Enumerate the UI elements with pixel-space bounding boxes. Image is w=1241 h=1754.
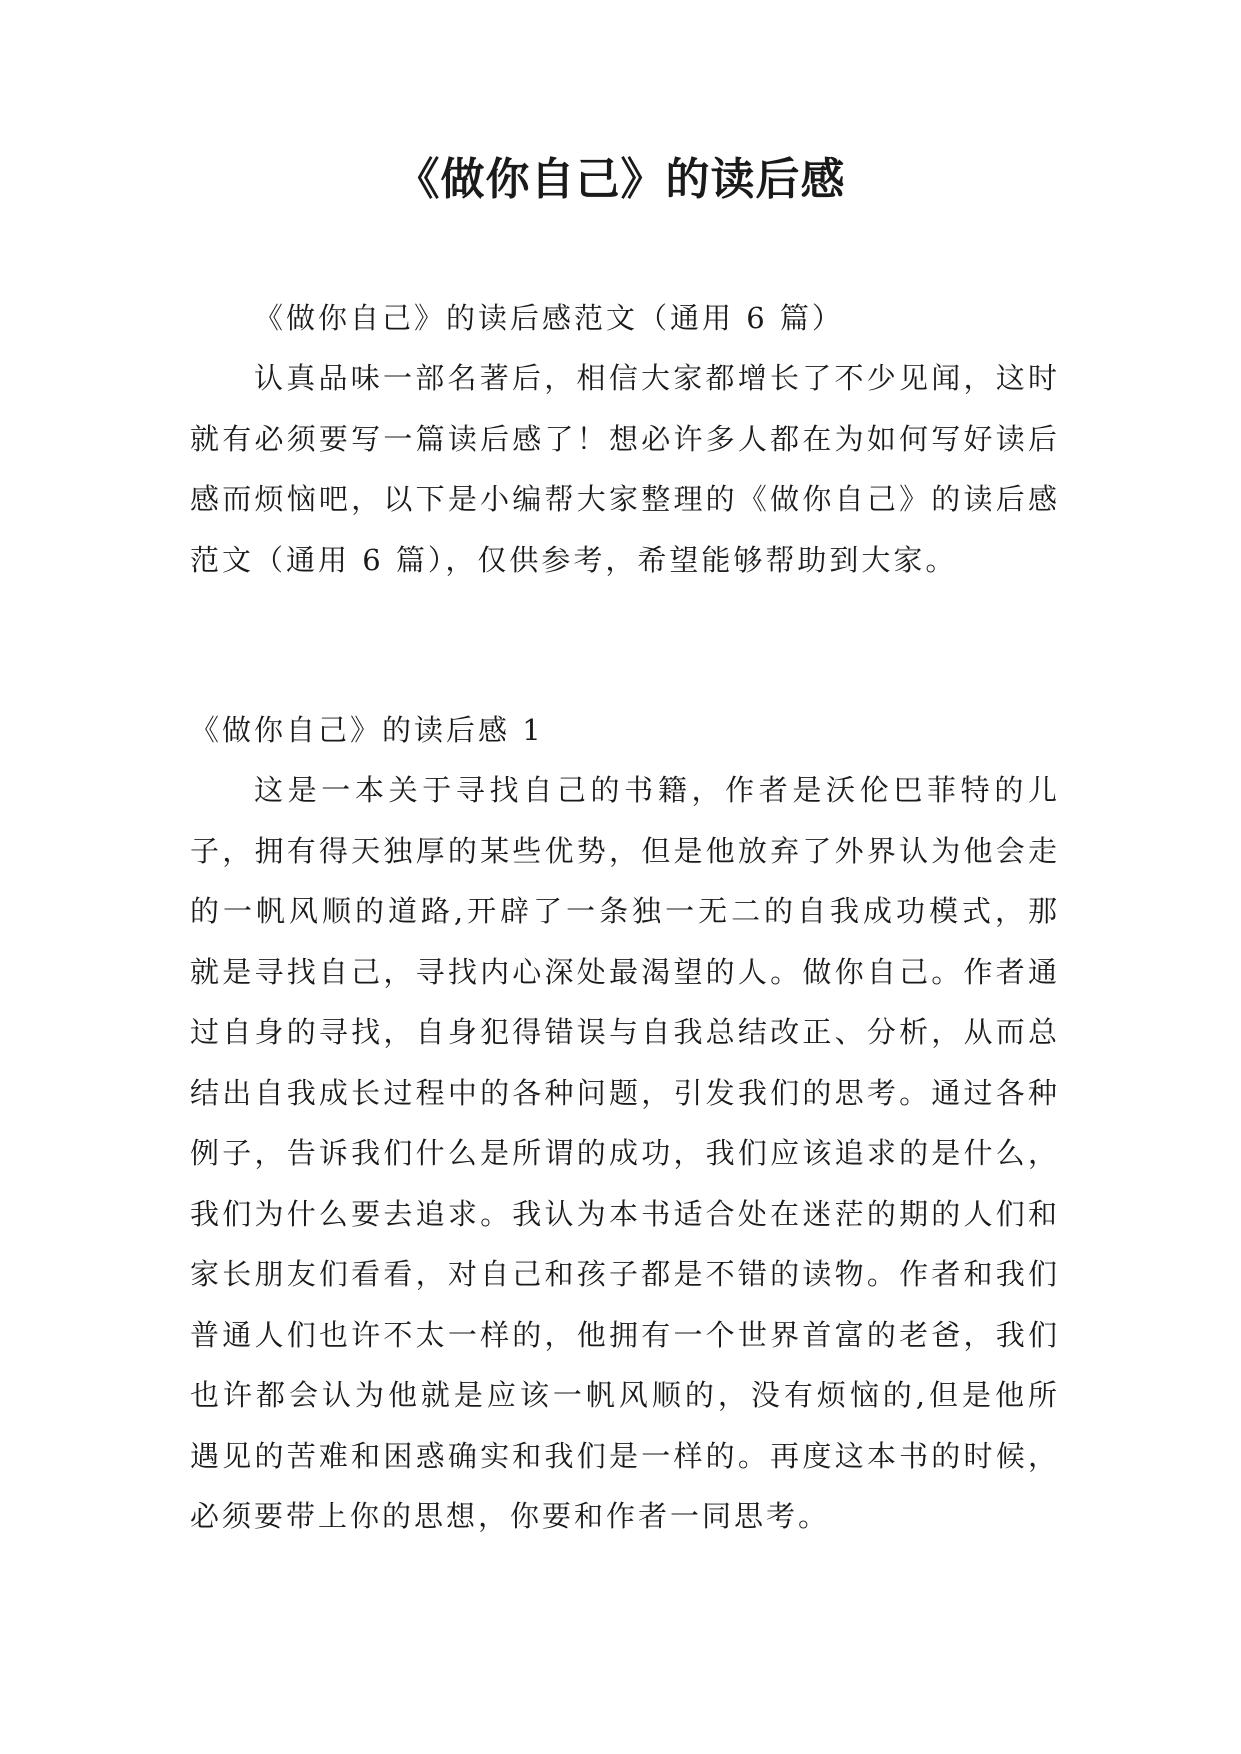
intro-paragraph: 认真品味一部名著后，相信大家都增长了不少见闻，这时就有必须要写一篇读后感了！想必许多人都在为如何写好读后感而烦恼吧，以下是小编帮大家整理的《做你自己》的读后感范文（通用 6 篇），仅供参考，希望能够帮助到大家。 [190,361,1060,577]
document-subtitle: 《做你自己》的读后感范文（通用 6 篇） [254,301,844,335]
document-title: 《做你自己》的读后感 [395,154,846,205]
section-paragraph: 这是一本关于寻找自己的书籍，作者是沃伦巴菲特的儿子，拥有得天独厚的某些优势，但是他放弃了外界认为他会走的一帆风顺的道路,开辟了一条独一无二的自我成功模式，那就是寻找自己，寻找内心深处最渴望的人。做你自己。作者通过自身的寻找，自身犯得错误与自我总结改正、分析，从而总结出自我成长过程中的各种问题，引发我们的思考。通过各种例子，告诉我们什么是所谓的成功，我们应该追求的是什么，我们为什么要去追求。我认为本书适合处在迷茫的期的人们和家长朋友们看看，对自己和孩子都是不错的读物。作者和我们普通人们也许不太一样的，他拥有一个世界首富的老爸，我们也许都会认为他就是应该一帆风顺的，没有烦恼的,但是他所遇见的苦难和困惑确实和我们是一样的。再度这本书的时候，必须要带上你的思想，你要和作者一同思考。 [190,773,1060,1533]
section-heading: 《做你自己》的读后感 1 [190,713,544,747]
